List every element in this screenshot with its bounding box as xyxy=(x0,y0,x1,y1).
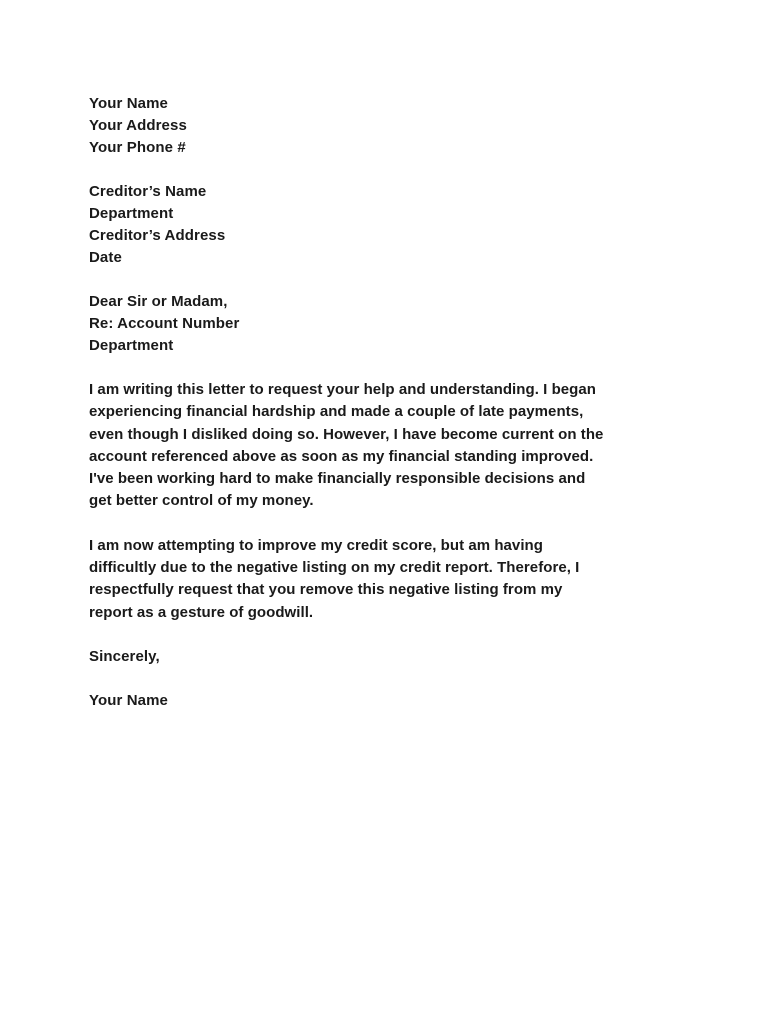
closing-block xyxy=(89,646,689,712)
recipient-name: Creditor’s Name xyxy=(89,183,207,200)
salutation: Dear Sir or Madam, xyxy=(89,293,228,310)
reference-department: Department xyxy=(89,337,174,354)
sender-phone: Your Phone # xyxy=(89,139,186,156)
salutation-block xyxy=(89,291,689,357)
paragraph-two xyxy=(89,535,689,624)
paragraph-one-line: get better control of my money. xyxy=(89,492,314,510)
closing-salutation: Sincerely, xyxy=(89,647,160,665)
recipient-address: Creditor’s Address xyxy=(89,227,226,244)
letter-date: Date xyxy=(89,249,122,266)
paragraph-one-line: account referenced above as soon as my financial standing improved. xyxy=(89,447,594,465)
paragraph-one-line: I am writing this letter to request your help and understanding. I began xyxy=(89,381,596,398)
paragraph-two-line: I am now attempting to improve my credit score, but am having xyxy=(89,536,543,554)
paragraph-two-line: respectfully request that you remove this negative listing from my xyxy=(89,581,563,599)
sender-address: Your Address xyxy=(89,117,187,134)
paragraph-one xyxy=(89,379,689,513)
paragraph-two-line: difficultly due to the negative listing on my credit report. Therefore, I xyxy=(89,559,580,577)
reference-account-number: Re: Account Number xyxy=(89,315,240,332)
paragraph-two-line: report as a gesture of goodwill. xyxy=(89,603,314,621)
paragraph-one-line: even though I disliked doing so. However, I have become current on the xyxy=(89,425,604,443)
paragraph-one-line: I've been working hard to make financially responsible decisions and xyxy=(89,470,586,488)
recipient-address-block xyxy=(89,181,689,269)
signature-space xyxy=(89,668,689,690)
paragraph-one-line: experiencing financial hardship and made a couple of late payments, xyxy=(89,403,584,421)
signature-name: Your Name xyxy=(89,691,168,709)
letter-body xyxy=(89,93,689,712)
sender-name: Your Name xyxy=(89,95,168,112)
sender-address-block xyxy=(89,93,689,159)
recipient-department: Department xyxy=(89,205,174,222)
